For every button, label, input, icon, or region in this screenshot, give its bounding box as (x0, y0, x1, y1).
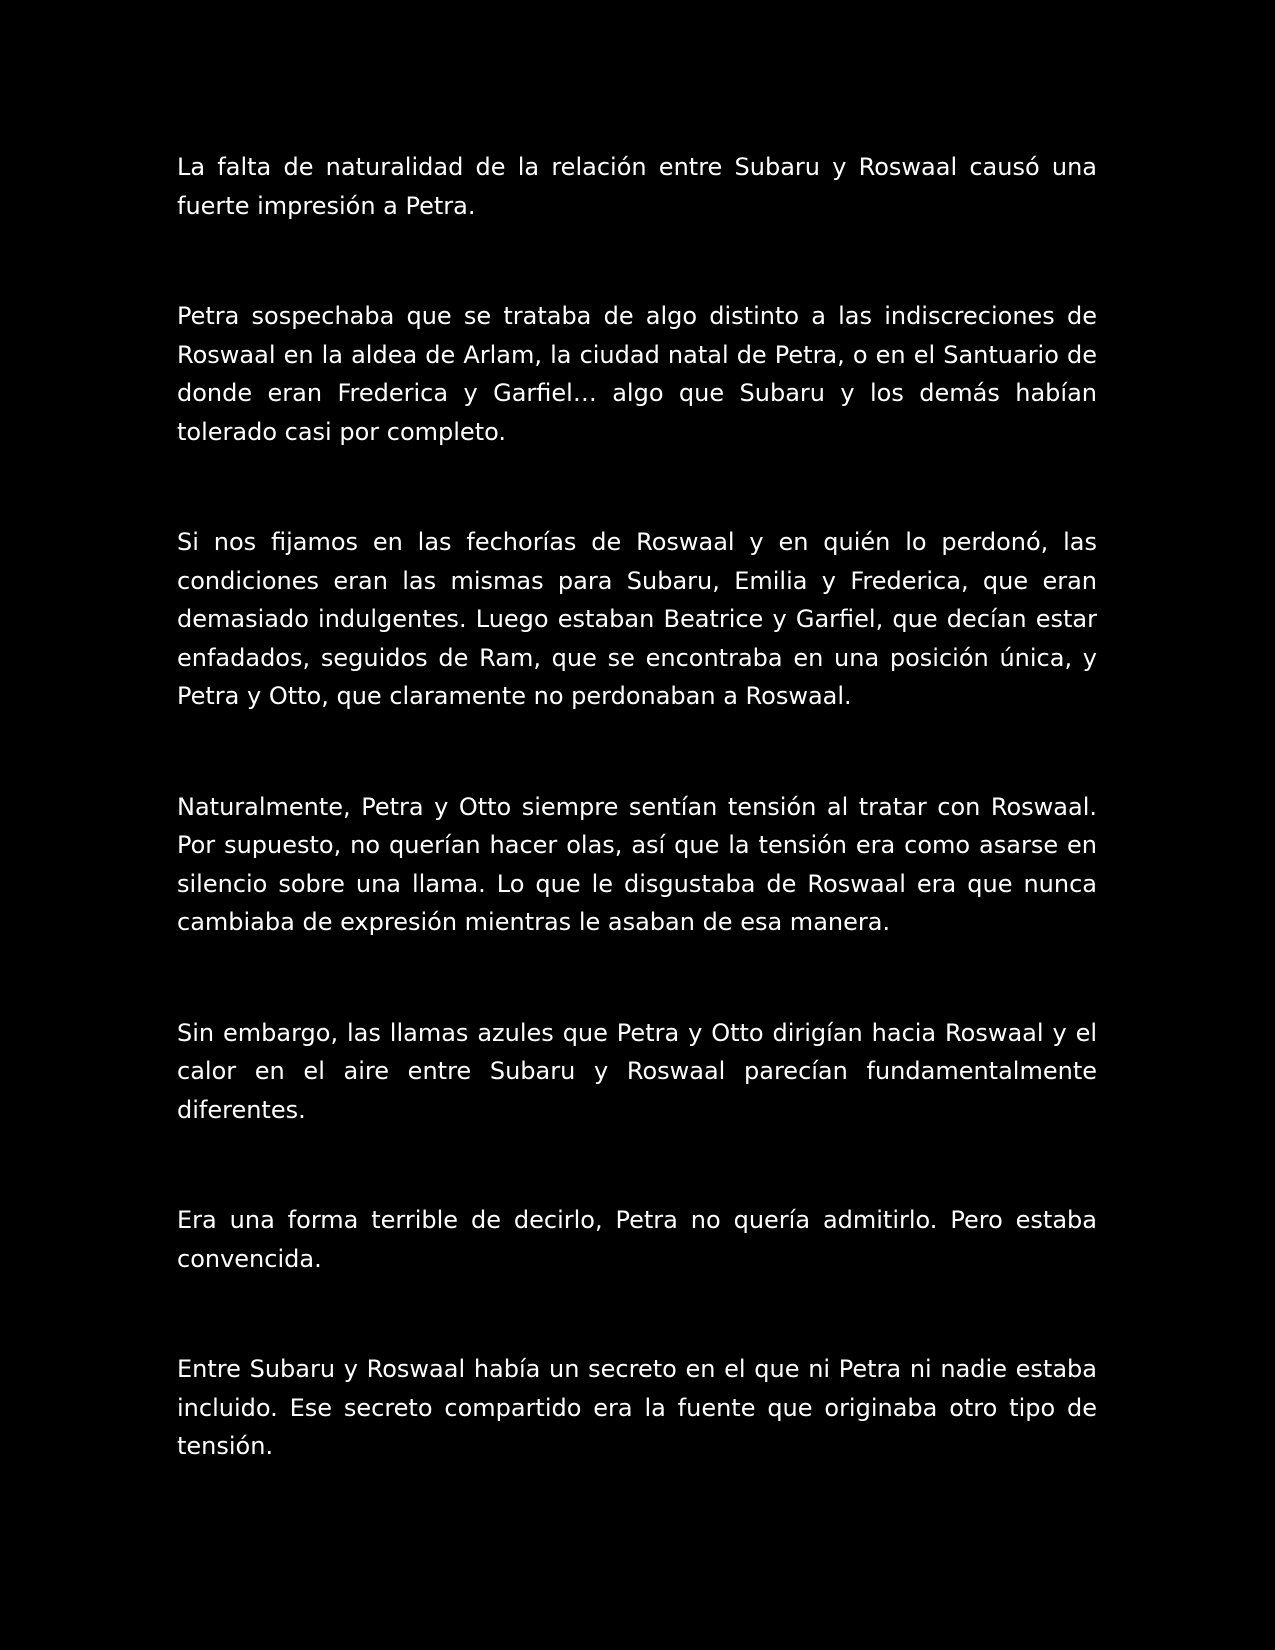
paragraph-2: Petra sospechaba que se trataba de algo distinto a las indiscreciones de Roswaal en la aldea de Arlam, la ciudad natal de Petra, o en el Santuario de donde eran Frederica y Garfiel… algo que Subaru y los demás habían tolerado casi por completo. (177, 302, 1097, 446)
paragraph-4: Naturalmente, Petra y Otto siempre sentían tensión al tratar con Roswaal. Por supuesto, no querían hacer olas, así que la tensión era como asarse en silencio sobre una llama. Lo que le disgustaba de Roswaal era que nunca cambiaba de expresión mientras le asaban de esa manera. (177, 792, 1097, 936)
paragraph-5: Sin embargo, las llamas azules que Petra y Otto dirigían hacia Roswaal y el calor en el aire entre Subaru y Roswaal parecían fundamentalmente diferentes. (177, 1018, 1097, 1124)
paragraph-1: La falta de naturalidad de la relación entre Subaru y Roswaal causó una fuerte impresión a Petra. (177, 153, 1097, 220)
paragraph-7: Entre Subaru y Roswaal había un secreto en el que ni Petra ni nadie estaba incluido. Ese secreto compartido era la fuente que originaba otro tipo de tensión. (177, 1355, 1097, 1460)
paragraph-6: Era una forma terrible de decirlo, Petra no quería admitirlo. Pero estaba convencida. (177, 1206, 1097, 1273)
document-page (177, 148, 1097, 1466)
paragraph-3: Si nos fijamos en las fechorías de Roswaal y en quién lo perdonó, las condiciones eran las mismas para Subaru, Emilia y Frederica, que eran demasiado indulgentes. Luego estaban Beatrice y Garfiel, que decían estar enfadados, seguidos de Ram, que se encontraba en una posición única, y Petra y Otto, que claramente no perdonaban a Roswaal. (177, 528, 1097, 710)
